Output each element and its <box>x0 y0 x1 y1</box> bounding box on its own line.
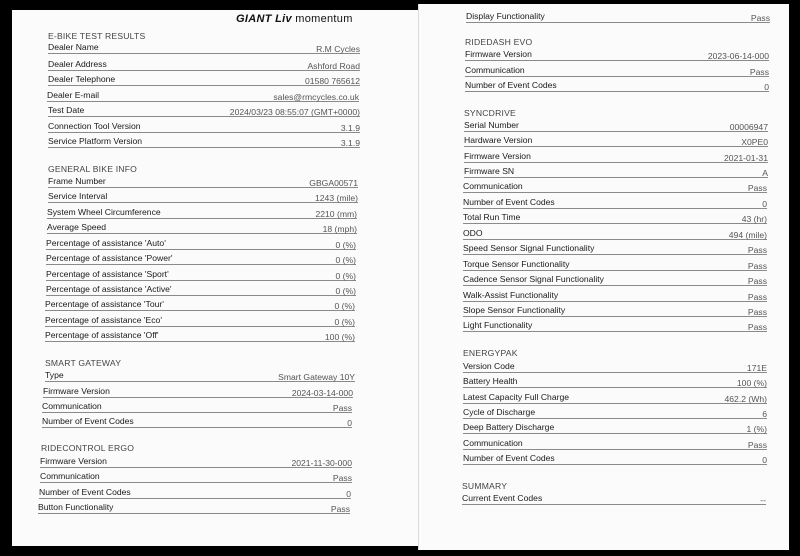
result-row <box>47 205 357 219</box>
row-label: Number of Event Codes <box>463 197 555 207</box>
row-label: Average Speed <box>47 222 107 232</box>
row-label: Dealer Name <box>48 42 99 52</box>
row-label: Frame Number <box>48 176 106 186</box>
row-label: Deep Battery Discharge <box>463 422 555 432</box>
result-row <box>462 491 766 505</box>
row-value: Pass <box>747 261 767 271</box>
row-value: R.M Cycles <box>316 44 360 54</box>
row-value: 0 (%) <box>335 271 356 281</box>
result-row <box>464 164 768 178</box>
result-row <box>45 297 355 311</box>
row-label: Button Functionality <box>38 502 114 512</box>
row-label: Service Platform Version <box>48 136 143 146</box>
row-value: sales@rmcycles.co.uk <box>273 92 359 102</box>
brand-liv: Liv <box>275 13 292 25</box>
row-label: Number of Event Codes <box>42 416 134 426</box>
row-value: 2024-03-14-000 <box>291 388 353 398</box>
result-row <box>38 500 350 514</box>
row-value: 0 <box>762 199 767 209</box>
result-row <box>48 189 358 203</box>
row-value: 0 (%) <box>335 255 356 265</box>
row-value: Smart Gateway 10Y <box>278 372 355 382</box>
row-value: Pass <box>747 183 767 193</box>
section-heading-e-bike-test-results: E-BIKE TEST RESULTS <box>48 31 146 41</box>
row-value: X0PE0 <box>741 137 768 147</box>
row-label: Display Functionality <box>466 11 545 21</box>
row-value: 01580 765612 <box>305 76 360 86</box>
result-row <box>39 485 351 499</box>
row-label: Test Date <box>48 105 85 115</box>
row-value: 2023-06-14-000 <box>707 51 769 61</box>
result-row <box>46 236 356 250</box>
row-label: Percentage of assistance 'Sport' <box>46 269 169 279</box>
result-row <box>463 241 767 255</box>
row-label: Speed Sensor Signal Functionality <box>463 243 595 253</box>
row-label: Percentage of assistance 'Auto' <box>46 238 166 248</box>
row-value: Pass <box>747 245 767 255</box>
result-row <box>464 133 768 147</box>
section-heading-ridecontrol-ergo: RIDECONTROL ERGO <box>41 443 135 453</box>
result-row <box>464 149 768 163</box>
row-value: Pass <box>747 322 767 332</box>
result-row <box>463 303 767 317</box>
row-label: Latest Capacity Full Charge <box>463 392 570 402</box>
row-value: 1243 (mile) <box>315 193 358 203</box>
result-row <box>40 454 352 468</box>
row-value: Pass <box>747 292 767 302</box>
row-label: Communication <box>463 181 523 191</box>
row-label: Dealer E-mail <box>47 90 100 100</box>
result-row <box>465 78 769 92</box>
row-value: Pass <box>750 13 770 23</box>
row-value: 0 (%) <box>334 317 355 327</box>
row-value: 18 (mph) <box>322 224 357 234</box>
result-row <box>463 288 767 302</box>
row-label: Walk-Assist Functionality <box>463 290 559 300</box>
right-page <box>419 4 789 550</box>
result-row <box>46 282 356 296</box>
row-value: 462.2 (Wh) <box>724 394 767 404</box>
row-label: Slope Sensor Functionality <box>463 305 566 315</box>
left-page <box>12 10 419 546</box>
result-row <box>48 119 360 133</box>
result-row <box>463 195 767 209</box>
row-value: 1 (%) <box>746 424 767 434</box>
row-value: Pass <box>749 67 769 77</box>
result-row <box>463 179 767 193</box>
result-row <box>463 359 767 373</box>
row-label: ODO <box>463 228 483 238</box>
row-label: Hardware Version <box>464 135 533 145</box>
row-label: Dealer Address <box>48 59 107 69</box>
row-label: Communication <box>42 401 102 411</box>
row-value: 6 <box>762 409 767 419</box>
row-label: Percentage of assistance 'Power' <box>46 253 173 263</box>
result-row <box>465 63 769 77</box>
row-value: 0 <box>762 455 767 465</box>
row-label: Percentage of assistance 'Off' <box>45 330 159 340</box>
row-label: Service Interval <box>48 191 108 201</box>
row-label: Firmware SN <box>464 166 515 176</box>
brand-momentum: momentum <box>295 13 353 25</box>
result-row <box>463 272 767 286</box>
row-value: 2210 (mm) <box>315 209 357 219</box>
row-value: 0 <box>764 82 769 92</box>
row-label: System Wheel Circumference <box>47 207 161 217</box>
result-row <box>463 318 767 332</box>
result-row <box>45 328 355 342</box>
section-heading-smart-gateway: SMART GATEWAY <box>45 358 122 368</box>
row-label: Percentage of assistance 'Eco' <box>45 315 162 325</box>
row-label: Communication <box>465 65 525 75</box>
section-heading-summary: SUMMARY <box>462 481 508 491</box>
row-label: Percentage of assistance 'Tour' <box>45 299 164 309</box>
result-row <box>46 251 356 265</box>
row-value: Pass <box>747 307 767 317</box>
row-value: 171E <box>746 363 767 373</box>
result-row <box>463 451 767 465</box>
result-row <box>463 257 767 271</box>
section-heading-syncdrive: SYNCDRIVE <box>464 108 516 118</box>
result-row <box>465 47 769 61</box>
result-row <box>463 420 767 434</box>
row-value: 100 (%) <box>736 378 767 388</box>
row-value: 100 (%) <box>324 332 355 342</box>
result-row <box>463 436 767 450</box>
result-row <box>43 384 353 398</box>
row-value: 43 (hr) <box>741 214 767 224</box>
row-value: 0 (%) <box>334 301 355 311</box>
row-label: Battery Health <box>463 376 518 386</box>
row-label: Communication <box>463 438 523 448</box>
row-value: A <box>762 168 768 178</box>
result-row <box>48 103 360 117</box>
row-value: -- <box>760 495 766 505</box>
section-heading-ridedash-evo: RIDEDASH EVO <box>465 37 533 47</box>
row-label: Dealer Telephone <box>48 74 116 84</box>
result-row <box>463 374 767 388</box>
row-value: 0 (%) <box>335 286 356 296</box>
row-value: Pass <box>330 504 350 514</box>
row-value: Ashford Road <box>307 61 360 71</box>
row-value: 2024/03/23 08:55:07 (GMT+0000) <box>229 107 360 117</box>
row-value: Pass <box>747 276 767 286</box>
result-row <box>42 399 352 413</box>
row-label: Communication <box>40 471 100 481</box>
result-row <box>48 134 360 148</box>
section-heading-general-bike-info: GENERAL BIKE INFO <box>48 164 138 174</box>
result-row <box>46 267 356 281</box>
result-row <box>463 405 767 419</box>
result-row <box>466 9 770 23</box>
result-row <box>463 390 767 404</box>
row-value: 3.1.9 <box>340 123 360 133</box>
row-label: Cycle of Discharge <box>463 407 536 417</box>
row-value: 2021-11-30-000 <box>291 458 352 468</box>
row-label: Torque Sensor Functionality <box>463 259 570 269</box>
brand-logo <box>236 13 353 25</box>
row-value: Pass <box>332 473 352 483</box>
row-label: Percentage of assistance 'Active' <box>46 284 172 294</box>
result-row <box>48 57 360 71</box>
row-value: 0 (%) <box>335 240 356 250</box>
row-value: 00006947 <box>729 122 768 132</box>
row-label: Number of Event Codes <box>39 487 131 497</box>
row-label: Version Code <box>463 361 515 371</box>
result-row <box>48 72 360 86</box>
row-value: 0 <box>347 418 352 428</box>
brand-giant: GIANT <box>236 13 272 25</box>
row-label: Firmware Version <box>464 151 531 161</box>
result-row <box>42 414 352 428</box>
row-label: Type <box>45 370 64 380</box>
row-label: Number of Event Codes <box>463 453 555 463</box>
row-label: Total Run Time <box>463 212 521 222</box>
result-row <box>463 226 767 240</box>
row-label: Light Functionality <box>463 320 533 330</box>
result-row <box>47 88 359 102</box>
row-label: Current Event Codes <box>462 493 543 503</box>
row-label: Firmware Version <box>43 386 110 396</box>
result-row <box>40 469 352 483</box>
row-label: Serial Number <box>464 120 519 130</box>
row-label: Firmware Version <box>40 456 107 466</box>
result-row <box>45 313 355 327</box>
row-value: Pass <box>332 403 352 413</box>
result-row <box>48 40 360 54</box>
row-label: Cadence Sensor Signal Functionality <box>463 274 604 284</box>
row-value: 2021-01-31 <box>724 153 768 163</box>
result-row <box>464 118 768 132</box>
row-value: GBGA00571 <box>309 178 358 188</box>
row-value: 0 <box>346 489 351 499</box>
row-label: Firmware Version <box>465 49 532 59</box>
section-heading-energypak: ENERGYPAK <box>463 348 518 358</box>
row-value: 3.1.9 <box>340 138 360 148</box>
result-row <box>47 220 357 234</box>
result-row <box>48 174 358 188</box>
row-label: Connection Tool Version <box>48 121 141 131</box>
result-row <box>463 210 767 224</box>
result-row <box>45 368 355 382</box>
row-label: Number of Event Codes <box>465 80 557 90</box>
row-value: 494 (mile) <box>728 230 767 240</box>
row-value: Pass <box>747 440 767 450</box>
